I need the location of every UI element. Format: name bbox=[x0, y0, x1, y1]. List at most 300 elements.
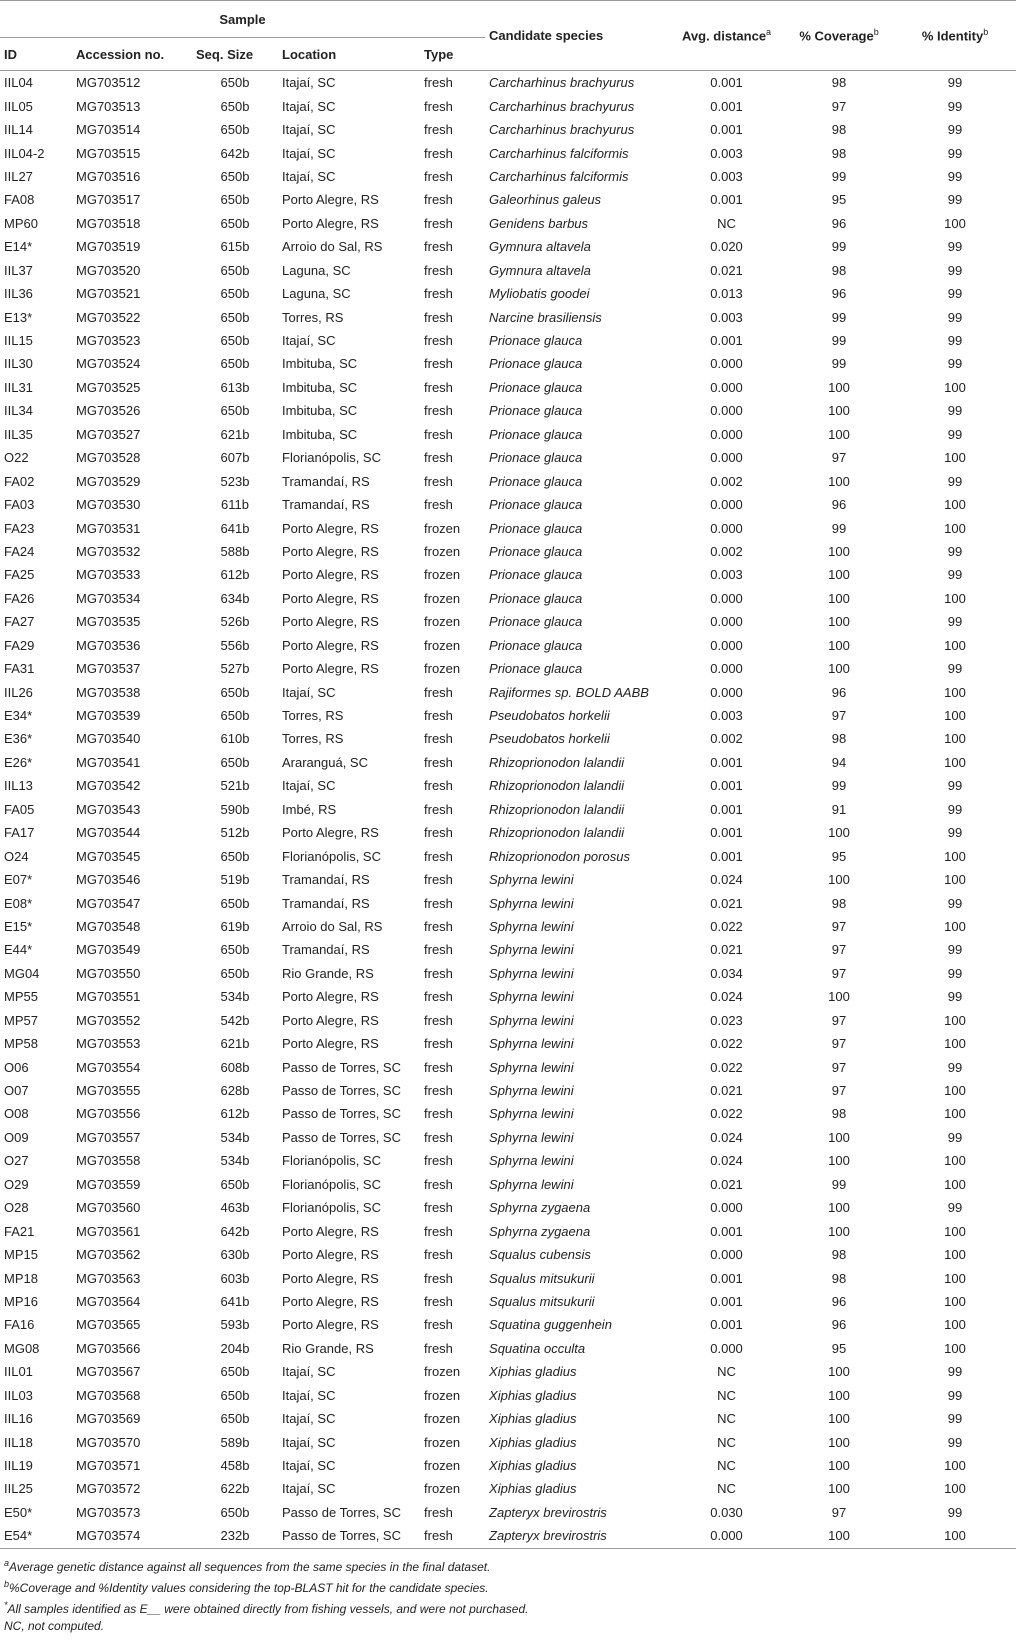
location-cell: Porto Alegre, RS bbox=[282, 1036, 379, 1052]
species-cell: Rajiformes sp. BOLD AABB bbox=[489, 684, 649, 700]
id-cell: FA02 bbox=[4, 473, 35, 489]
location-cell: Imbituba, SC bbox=[282, 356, 358, 372]
id-cell: E44* bbox=[4, 942, 33, 958]
coverage-cell: 99 bbox=[831, 239, 847, 255]
table-row bbox=[0, 680, 1016, 703]
seq-size-cell: 556b bbox=[220, 637, 250, 653]
table-row bbox=[0, 962, 1016, 985]
seq-size-cell: 607b bbox=[220, 450, 250, 466]
coverage-cell: 96 bbox=[831, 286, 847, 302]
identity-cell: 99 bbox=[947, 567, 963, 583]
seq-size-cell: 621b bbox=[220, 1036, 250, 1052]
coverage-cell: 100 bbox=[828, 426, 850, 442]
type-cell: fresh bbox=[424, 684, 453, 700]
avg-distance-cell: NC bbox=[717, 1434, 736, 1450]
avg-distance-cell: 0.003 bbox=[710, 145, 743, 161]
type-cell: fresh bbox=[424, 262, 453, 278]
table-row bbox=[0, 751, 1016, 774]
type-cell: frozen bbox=[424, 1481, 461, 1497]
location-cell: Passo de Torres, SC bbox=[278, 1524, 420, 1548]
type-cell: fresh bbox=[424, 1293, 453, 1309]
id-cell: IIL01 bbox=[4, 1364, 33, 1380]
species-cell: Sphyrna lewini bbox=[489, 1059, 574, 1075]
table-row bbox=[0, 423, 1016, 446]
identity-cell: 100 bbox=[944, 215, 966, 231]
accession-cell: MG703528 bbox=[76, 450, 141, 466]
location-cell: Porto Alegre, RS bbox=[282, 215, 379, 231]
identity-cell: 99 bbox=[947, 356, 963, 372]
table-row bbox=[0, 610, 1016, 633]
species-cell: Sphyrna lewini bbox=[489, 1036, 574, 1052]
identity-cell: 100 bbox=[944, 1481, 966, 1497]
identity-cell: 100 bbox=[944, 379, 966, 395]
species-cell: Rhizoprionodon lalandii bbox=[489, 754, 625, 770]
seq-size-cell: 642b bbox=[220, 145, 250, 161]
location-cell: Itajaí, SC bbox=[282, 1481, 336, 1497]
species-cell: Prionace glauca bbox=[489, 661, 583, 677]
seq-size-cell: 612b bbox=[220, 567, 250, 583]
avg-distance-cell: NC bbox=[717, 1481, 736, 1497]
coverage-cell: 98 bbox=[831, 75, 847, 91]
avg-distance-cell: NC bbox=[717, 215, 736, 231]
type-cell: frozen bbox=[424, 1387, 461, 1403]
species-cell: Sphyrna lewini bbox=[489, 942, 574, 958]
avg-distance-cell: NC bbox=[717, 1458, 736, 1474]
table-row bbox=[0, 704, 1016, 727]
avg-distance-cell: 0.000 bbox=[710, 637, 743, 653]
avg-distance-cell: 0.001 bbox=[710, 122, 743, 138]
seq-size-cell: 608b bbox=[220, 1059, 250, 1075]
identity-cell: 100 bbox=[944, 848, 966, 864]
coverage-cell: 100 bbox=[828, 590, 850, 606]
seq-size-cell: 650b bbox=[220, 286, 250, 302]
table-row bbox=[0, 1384, 1016, 1407]
species-cell: Myliobatis goodei bbox=[489, 286, 590, 302]
seq-size-cell: 593b bbox=[220, 1317, 250, 1333]
identity-header: % Identity$^b$ bbox=[894, 1, 1016, 71]
table-row bbox=[0, 1032, 1016, 1055]
species-cell: Xiphias gladius bbox=[489, 1434, 577, 1450]
identity-cell: 99 bbox=[947, 965, 963, 981]
accession-cell: MG703512 bbox=[76, 75, 141, 91]
table-row bbox=[0, 1360, 1016, 1383]
location-cell: Itajaí, SC bbox=[282, 168, 336, 184]
identity-cell: 99 bbox=[947, 286, 963, 302]
type-cell: fresh bbox=[424, 1270, 453, 1286]
location-cell: Florianópolis, SC bbox=[282, 1176, 381, 1192]
location-cell: Imbituba, SC bbox=[282, 403, 358, 419]
species-cell: Rhizoprionodon porosus bbox=[489, 848, 630, 864]
id-cell: E36* bbox=[4, 731, 33, 747]
species-cell: Prionace glauca bbox=[489, 590, 583, 606]
type-cell: frozen bbox=[424, 1364, 461, 1380]
species-cell: Gymnura altavela bbox=[489, 262, 591, 278]
accession-cell: MG703571 bbox=[76, 1458, 141, 1474]
accession-cell: MG703558 bbox=[76, 1153, 141, 1169]
seq-size-cell: 650b bbox=[220, 1176, 250, 1192]
accession-cell: MG703514 bbox=[76, 122, 141, 138]
table-row bbox=[0, 1266, 1016, 1289]
accession-cell: MG703563 bbox=[76, 1270, 141, 1286]
location-cell: Porto Alegre, RS bbox=[282, 637, 379, 653]
avg-distance-cell: 0.023 bbox=[710, 1012, 743, 1028]
location-cell: Tramandaí, RS bbox=[282, 872, 370, 888]
avg-distance-cell: 0.001 bbox=[710, 1270, 743, 1286]
coverage-cell: 100 bbox=[784, 1524, 894, 1548]
coverage-cell: 91 bbox=[831, 801, 847, 817]
avg-distance-cell: 0.000 bbox=[710, 684, 743, 700]
id-cell: MP18 bbox=[4, 1270, 38, 1286]
coverage-cell: 100 bbox=[828, 825, 850, 841]
id-cell: FA25 bbox=[4, 567, 35, 583]
type-cell: fresh bbox=[424, 379, 453, 395]
seq-size-cell: 650b bbox=[220, 1387, 250, 1403]
avg-distance-cell: 0.001 bbox=[710, 75, 743, 91]
seq-size-cell: 650b bbox=[220, 895, 250, 911]
seq-size-cell: 650b bbox=[220, 848, 250, 864]
coverage-cell: 98 bbox=[831, 122, 847, 138]
avg-distance-cell: 0.001 bbox=[710, 1223, 743, 1239]
species-cell: Genidens barbus bbox=[489, 215, 589, 231]
seq-size-cell: 512b bbox=[220, 825, 250, 841]
type-cell: fresh bbox=[424, 75, 453, 91]
table-row bbox=[0, 1290, 1016, 1313]
id-cell: FA26 bbox=[4, 590, 35, 606]
coverage-cell: 96 bbox=[831, 1317, 847, 1333]
table-row bbox=[0, 727, 1016, 750]
seq-size-cell: 622b bbox=[220, 1481, 250, 1497]
seq-size-cell: 527b bbox=[220, 661, 250, 677]
id-cell: E13* bbox=[4, 309, 33, 325]
species-cell: Prionace glauca bbox=[489, 543, 583, 559]
avg-distance-cell: 0.000 bbox=[710, 590, 743, 606]
type-cell: fresh bbox=[420, 1524, 485, 1548]
seq-size-cell: 650b bbox=[220, 75, 250, 91]
accession-cell: MG703565 bbox=[76, 1317, 141, 1333]
location-cell: Rio Grande, RS bbox=[282, 1340, 374, 1356]
coverage-cell: 96 bbox=[831, 1293, 847, 1309]
identity-cell: 100 bbox=[944, 520, 966, 536]
location-cell: Itajaí, SC bbox=[282, 75, 336, 91]
avg-distance-cell: 0.001 bbox=[710, 754, 743, 770]
id-cell: O29 bbox=[4, 1176, 29, 1192]
accession-cell: MG703566 bbox=[76, 1340, 141, 1356]
location-cell: Itajaí, SC bbox=[282, 1434, 336, 1450]
id-cell: IIL04 bbox=[4, 75, 33, 91]
avg-distance-cell: 0.021 bbox=[710, 262, 743, 278]
species-cell: Gymnura altavela bbox=[489, 239, 591, 255]
location-cell: Tramandaí, RS bbox=[282, 895, 370, 911]
avg-distance-cell: 0.022 bbox=[710, 1059, 743, 1075]
id-cell: IIL37 bbox=[4, 262, 33, 278]
accession-cell: MG703567 bbox=[76, 1364, 141, 1380]
location-cell: Itajaí, SC bbox=[282, 1387, 336, 1403]
type-cell: fresh bbox=[424, 1504, 453, 1520]
identity-cell: 100 bbox=[944, 1223, 966, 1239]
avg-distance-cell: NC bbox=[717, 1387, 736, 1403]
accession-cell: MG703555 bbox=[76, 1083, 141, 1099]
type-cell: frozen bbox=[424, 1411, 461, 1427]
accession-cell: MG703522 bbox=[76, 309, 141, 325]
id-cell: E50* bbox=[4, 1504, 33, 1520]
footnote-a: $^a$Average genetic distance against all sequences from the same species in the final dataset. bbox=[4, 1557, 491, 1574]
coverage-cell: 100 bbox=[828, 1387, 850, 1403]
type-cell: fresh bbox=[424, 168, 453, 184]
table-row bbox=[0, 212, 1016, 235]
seq-size-cell: 611b bbox=[221, 497, 249, 513]
type-cell: fresh bbox=[424, 122, 453, 138]
location-cell: Itajaí, SC bbox=[282, 1411, 336, 1427]
id-cell: O28 bbox=[4, 1200, 29, 1216]
type-cell: fresh bbox=[424, 708, 453, 724]
accession-cell: MG703541 bbox=[76, 754, 141, 770]
id-cell: FA29 bbox=[4, 637, 35, 653]
type-cell: fresh bbox=[424, 239, 453, 255]
accession-cell: MG703570 bbox=[76, 1434, 141, 1450]
identity-cell: 99 bbox=[947, 1434, 963, 1450]
accession-cell: MG703529 bbox=[76, 473, 141, 489]
location-cell: Porto Alegre, RS bbox=[282, 1223, 379, 1239]
location-cell: Florianópolis, SC bbox=[282, 450, 381, 466]
table-row bbox=[0, 1430, 1016, 1453]
id-cell: IIL31 bbox=[4, 379, 33, 395]
location-cell: Passo de Torres, SC bbox=[282, 1059, 401, 1075]
accession-cell: MG703536 bbox=[76, 637, 141, 653]
accession-cell: MG703516 bbox=[76, 168, 141, 184]
identity-cell: 99 bbox=[947, 825, 963, 841]
identity-cell: 100 bbox=[944, 1012, 966, 1028]
avg-distance-cell: 0.020 bbox=[710, 239, 743, 255]
seq-size-cell: 650b bbox=[220, 403, 250, 419]
species-cell: Sphyrna lewini bbox=[489, 918, 574, 934]
type-cell: fresh bbox=[424, 1317, 453, 1333]
id-cell: IIL05 bbox=[4, 98, 33, 114]
coverage-cell: 96 bbox=[831, 215, 847, 231]
seq-size-cell: 650b bbox=[220, 333, 250, 349]
id-cell: IIL15 bbox=[4, 333, 33, 349]
coverage-cell: 97 bbox=[831, 965, 847, 981]
identity-cell: 99 bbox=[947, 333, 963, 349]
table-row bbox=[0, 516, 1016, 539]
coverage-cell: 97 bbox=[831, 98, 847, 114]
avg-distance-cell: 0.002 bbox=[710, 473, 743, 489]
type-cell: frozen bbox=[424, 1458, 461, 1474]
location-cell: Porto Alegre, RS bbox=[282, 825, 379, 841]
accession-cell: MG703564 bbox=[76, 1293, 141, 1309]
species-cell: Sphyrna lewini bbox=[489, 989, 574, 1005]
species-cell: Prionace glauca bbox=[489, 637, 583, 653]
identity-cell: 99 bbox=[947, 98, 963, 114]
identity-cell: 100 bbox=[944, 497, 966, 513]
identity-cell: 100 bbox=[944, 1106, 966, 1122]
table-row bbox=[0, 1102, 1016, 1125]
accession-cell: MG703525 bbox=[76, 379, 141, 395]
type-cell: fresh bbox=[424, 192, 453, 208]
table-row bbox=[0, 493, 1016, 516]
accession-cell: MG703568 bbox=[76, 1387, 141, 1403]
type-cell: frozen bbox=[424, 661, 461, 677]
species-cell: Sphyrna zygaena bbox=[489, 1200, 591, 1216]
seq-size-cell: 650b bbox=[220, 965, 250, 981]
location-cell: Laguna, SC bbox=[282, 286, 351, 302]
type-cell: fresh bbox=[424, 1247, 453, 1263]
avg-distance-cell: 0.013 bbox=[710, 286, 743, 302]
coverage-cell: 98 bbox=[831, 1270, 847, 1286]
id-cell: E26* bbox=[4, 754, 33, 770]
location-cell: Torres, RS bbox=[282, 731, 344, 747]
type-cell: fresh bbox=[424, 356, 453, 372]
avg-distance-cell: 0.000 bbox=[710, 426, 743, 442]
accession-cell: MG703553 bbox=[76, 1036, 141, 1052]
seq-size-cell: 650b bbox=[220, 192, 250, 208]
identity-cell: 99 bbox=[947, 262, 963, 278]
type-cell: fresh bbox=[424, 1176, 453, 1192]
coverage-cell: 97 bbox=[831, 942, 847, 958]
avg-distance-cell: 0.000 bbox=[710, 450, 743, 466]
seq-size-cell: 641b bbox=[220, 1293, 250, 1309]
coverage-cell: 100 bbox=[828, 872, 850, 888]
avg-distance-cell: 0.030 bbox=[710, 1504, 743, 1520]
seq-size-cell: 650b bbox=[220, 98, 250, 114]
avg-distance-cell: 0.001 bbox=[710, 801, 743, 817]
coverage-cell: 95 bbox=[831, 1340, 847, 1356]
coverage-cell: 95 bbox=[831, 192, 847, 208]
avg-distance-cell: 0.000 bbox=[710, 1200, 743, 1216]
accession-cell: MG703532 bbox=[76, 543, 141, 559]
location-cell: Porto Alegre, RS bbox=[282, 590, 379, 606]
accession-cell: MG703561 bbox=[76, 1223, 141, 1239]
species-cell: Sphyrna lewini bbox=[489, 965, 574, 981]
accession-cell: MG703549 bbox=[76, 942, 141, 958]
seq-size-cell: 650b bbox=[220, 1364, 250, 1380]
seq-size-cell: 204b bbox=[220, 1340, 250, 1356]
avg-distance-cell: 0.000 bbox=[710, 356, 743, 372]
table-row bbox=[0, 798, 1016, 821]
coverage-cell: 97 bbox=[831, 1036, 847, 1052]
id-cell: IIL03 bbox=[4, 1387, 33, 1403]
type-cell: fresh bbox=[424, 1036, 453, 1052]
table-row bbox=[0, 1055, 1016, 1078]
identity-cell: 100 bbox=[944, 1340, 966, 1356]
accession-cell: MG703543 bbox=[76, 801, 141, 817]
location-cell: Araranguá, SC bbox=[282, 754, 368, 770]
location-cell: Porto Alegre, RS bbox=[282, 543, 379, 559]
accession-cell: MG703559 bbox=[76, 1176, 141, 1192]
location-cell: Porto Alegre, RS bbox=[282, 192, 379, 208]
table-row bbox=[0, 188, 1016, 211]
species-cell: Prionace glauca bbox=[489, 520, 583, 536]
id-cell: FA05 bbox=[4, 801, 35, 817]
accession-cell: MG703520 bbox=[76, 262, 141, 278]
seq-size-cell: 232b bbox=[192, 1524, 278, 1548]
species-cell: Sphyrna lewini bbox=[489, 872, 574, 888]
identity-cell: 99 bbox=[947, 75, 963, 91]
avg-distance-cell: NC bbox=[717, 1364, 736, 1380]
accession-cell: MG703572 bbox=[76, 1481, 141, 1497]
accession-cell: MG703527 bbox=[76, 426, 141, 442]
location-cell: Itajaí, SC bbox=[282, 1458, 336, 1474]
id-cell: MP60 bbox=[4, 215, 38, 231]
seq-size-cell: 630b bbox=[220, 1247, 250, 1263]
location-cell: Imbituba, SC bbox=[282, 426, 358, 442]
id-cell: O09 bbox=[4, 1129, 29, 1145]
accession-cell: MG703551 bbox=[76, 989, 141, 1005]
type-cell: fresh bbox=[424, 1129, 453, 1145]
species-cell: Sphyrna zygaena bbox=[489, 1223, 591, 1239]
location-cell: Porto Alegre, RS bbox=[282, 661, 379, 677]
identity-cell: 100 bbox=[944, 1176, 966, 1192]
table-row bbox=[0, 71, 1016, 95]
table-row bbox=[0, 1219, 1016, 1242]
accession-cell: MG703542 bbox=[76, 778, 141, 794]
table-row bbox=[0, 657, 1016, 680]
species-cell: Rhizoprionodon lalandii bbox=[489, 778, 625, 794]
coverage-cell: 99 bbox=[831, 309, 847, 325]
table-row bbox=[0, 1173, 1016, 1196]
footnote-nc: NC, not computed. bbox=[4, 1618, 105, 1633]
table-row bbox=[0, 891, 1016, 914]
species-cell: Prionace glauca bbox=[489, 450, 583, 466]
accession-cell: MG703521 bbox=[76, 286, 141, 302]
coverage-cell: 99 bbox=[831, 1176, 847, 1192]
type-cell: fresh bbox=[424, 918, 453, 934]
coverage-cell: 100 bbox=[828, 1223, 850, 1239]
type-header: Type bbox=[420, 38, 485, 71]
coverage-cell: 96 bbox=[831, 497, 847, 513]
accession-cell: MG703554 bbox=[76, 1059, 141, 1075]
location-cell: Porto Alegre, RS bbox=[282, 989, 379, 1005]
table-row bbox=[0, 1407, 1016, 1430]
seq-size-cell: 613b bbox=[220, 379, 250, 395]
table-body bbox=[0, 71, 1016, 1549]
species-cell: Carcharhinus falciformis bbox=[489, 145, 629, 161]
footnote-b: $^b$%Coverage and %Identity values considering the top-BLAST hit for the candidate species. bbox=[4, 1578, 489, 1595]
identity-cell: 100 bbox=[944, 1247, 966, 1263]
id-cell: E15* bbox=[4, 918, 33, 934]
coverage-cell: 100 bbox=[828, 379, 850, 395]
id-cell: MP57 bbox=[4, 1012, 38, 1028]
sample-group-header: Sample bbox=[0, 1, 485, 38]
id-cell: MP58 bbox=[4, 1036, 38, 1052]
table-row bbox=[0, 1149, 1016, 1172]
coverage-cell: 97 bbox=[831, 1012, 847, 1028]
identity-cell: 99 bbox=[947, 1364, 963, 1380]
table-row bbox=[0, 587, 1016, 610]
avg-distance-cell: 0.021 bbox=[710, 1176, 743, 1192]
species-cell: Squatina occulta bbox=[489, 1340, 586, 1356]
table-row bbox=[0, 1126, 1016, 1149]
avg-distance-cell: 0.002 bbox=[710, 543, 743, 559]
id-cell: O27 bbox=[4, 1153, 29, 1169]
identity-cell: 99 bbox=[947, 895, 963, 911]
avg-distance-cell: 0.021 bbox=[710, 895, 743, 911]
species-cell: Sphyrna lewini bbox=[489, 1012, 574, 1028]
coverage-cell: 97 bbox=[831, 1059, 847, 1075]
id-cell: O24 bbox=[4, 848, 29, 864]
species-cell: Sphyrna lewini bbox=[489, 1129, 574, 1145]
seq-size-cell: 519b bbox=[220, 872, 250, 888]
location-cell: Porto Alegre, RS bbox=[282, 520, 379, 536]
id-cell: IIL13 bbox=[4, 778, 33, 794]
id-cell: FA24 bbox=[4, 543, 35, 559]
identity-cell: 99 bbox=[947, 661, 963, 677]
accession-cell: MG703518 bbox=[76, 215, 141, 231]
coverage-cell: 94 bbox=[831, 754, 847, 770]
type-cell: fresh bbox=[424, 778, 453, 794]
avg-distance-cell: 0.003 bbox=[710, 708, 743, 724]
coverage-cell: 97 bbox=[831, 1504, 847, 1520]
coverage-cell: 99 bbox=[831, 168, 847, 184]
